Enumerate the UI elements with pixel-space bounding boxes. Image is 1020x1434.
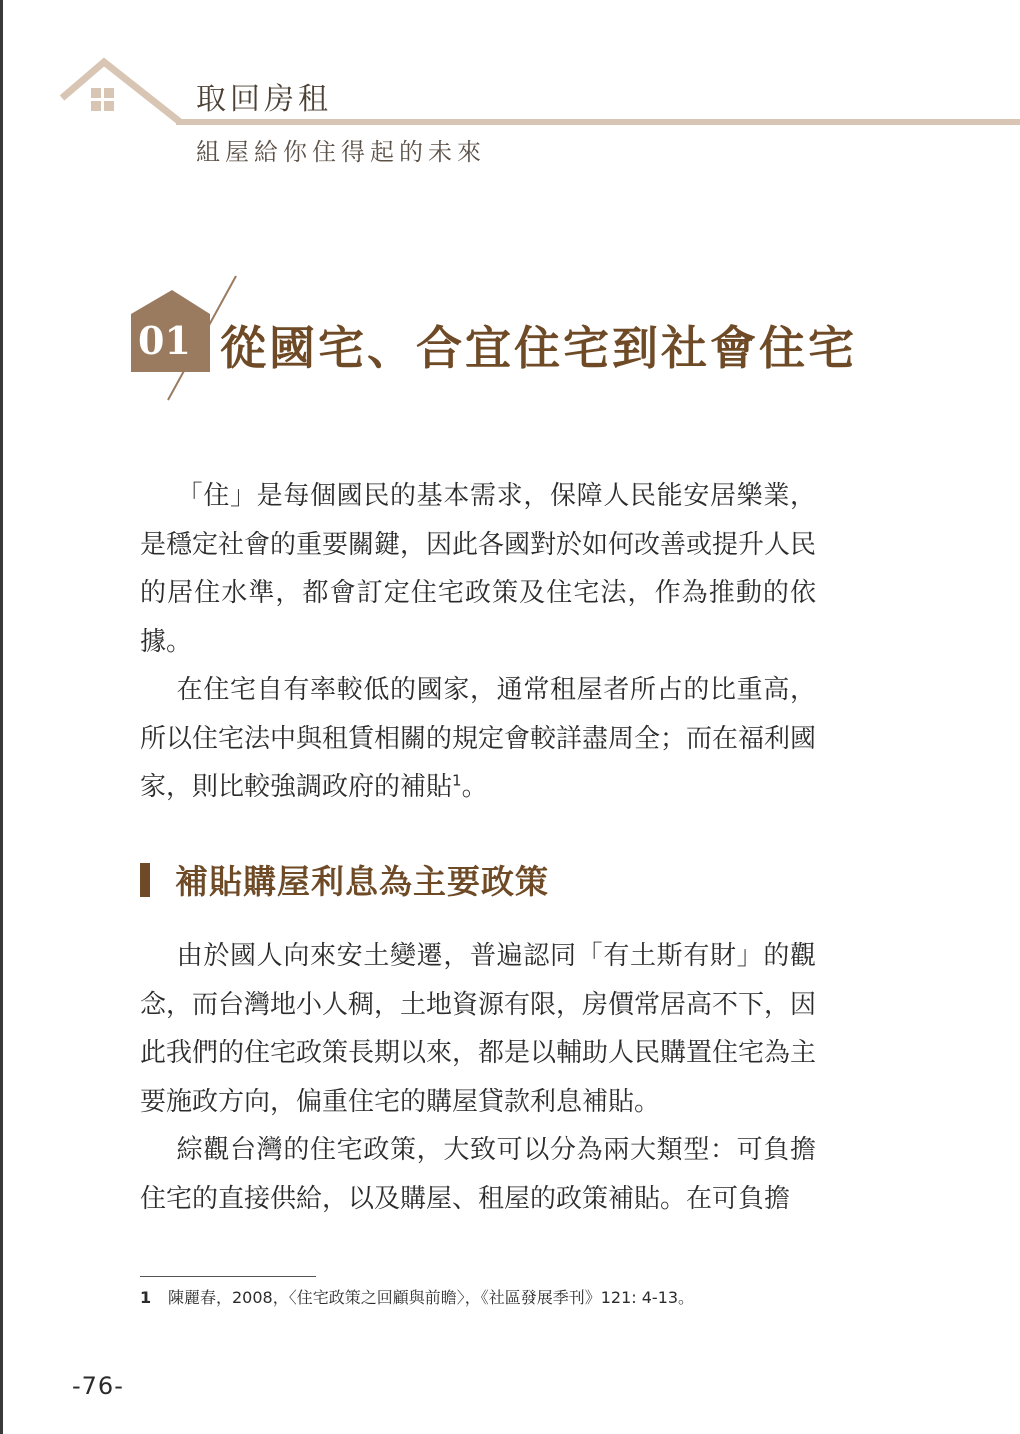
footnote-text: 陳麗春，2008，〈住宅政策之回顧與前瞻〉，《社區發展季刊》121: 4-13。: [168, 1288, 695, 1307]
page-number: -76-: [72, 1372, 124, 1400]
book-title: 取回房租: [196, 82, 332, 117]
paragraph: 「住」是每個國民的基本需求，保障人民能安居樂業，是穩定社會的重要關鍵，因此各國對於如何改善或提升人民的居住水準，都會訂定住宅政策及住宅法，作為推動的依據。: [140, 481, 817, 657]
book-subtitle: 組屋給你住得起的未來: [196, 138, 486, 166]
paragraph: 在住宅自有率較低的國家，通常租屋者所占的比重高，所以住宅法中與租賃相關的規定會較詳盡周全；而在福利國家，則比較強調政府的補貼$^1$。: [140, 675, 817, 802]
footnote-reference[interactable]: 1: [452, 771, 462, 790]
section-title: 補貼購屋利息為主要政策: [175, 862, 549, 901]
chapter-title: 從國宅、合宜住宅到社會住宅: [220, 321, 857, 375]
paragraph: 由於國人向來安土變遷，普遍認同「有土斯有財」的觀念，而台灣地小人稠，土地資源有限，房價常居高不下，因此我們的住宅政策長期以來，都是以輔助人民購置住宅為主要施政方向，偏重住宅的購屋貸款利息補貼。: [140, 941, 817, 1117]
chapter-number: 01: [138, 318, 191, 363]
paragraph: 綜觀台灣的住宅政策，大致可以分為兩大類型：可負擔住宅的直接供給，以及購屋、租屋的政策補貼。在可負擔: [140, 1135, 816, 1214]
footnote: [140, 1285, 960, 1308]
page-edge-border: [0, 0, 3, 1434]
section-marker-bar: [140, 863, 150, 897]
footnote-rule: [140, 1276, 316, 1277]
header-rule: [176, 119, 1020, 125]
footnote-number: 1: [140, 1288, 152, 1307]
